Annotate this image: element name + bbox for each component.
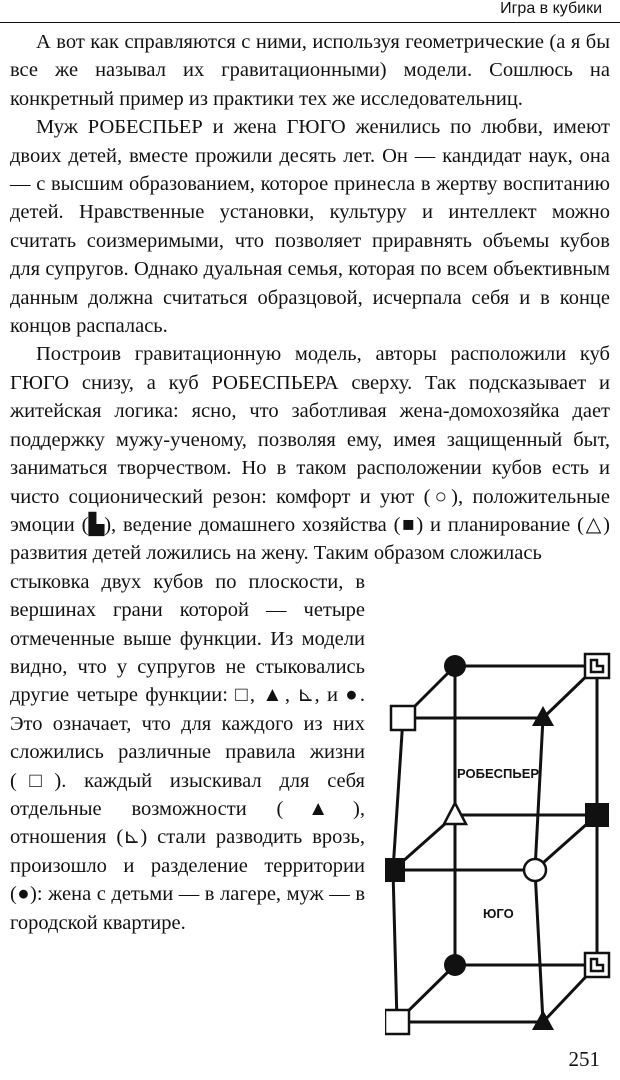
open-circle-icon: [524, 859, 546, 881]
filled-square-icon: [385, 858, 405, 882]
paragraph-3: Построив гравитационную модель, авторы расположили куб ГЮГО снизу, а куб РОБЕСПЬЕРА сверху. Так подсказывает и житейская логика: ясно, что заботливая жена-домохозяйка дает поддержку мужу-ученому, позволяя ему, имея защищенный быт, заниматься творчеством. Но в таком расположении кубов есть и чисто соционический резон: комфорт и уют (○), положительные эмоции (▙), ведение домашнего хозяйства (■) и планирование (△) развития детей ложились на жену. Таким образом сложилась: [10, 343, 610, 565]
header-rule: [0, 22, 620, 23]
label-robespierre: РОБЕСПЬЕР: [457, 766, 540, 781]
paragraph-1: А вот как справляются с ними, используя геометрические (а я бы все же называл их гравитационными) модели. Сошлюсь на конкретный пример из практики тех же исследовательниц.: [10, 31, 610, 110]
paragraph-continuation: стыковка двух кубов по плоскости, в вершинах грани которой — четыре отмеченные выше функции. Из модели видно, что у супругов не стыковались другие четыре функции: □, ▲, ⊾, и ●. Это означает, что для каждого из них сложились различные правила жизни (□). каждый изыскивал для себя отдельные возможности (▲), отношения (⊾) стали разводить врозь, произошло и разделение территории (●): жена с детьми — в лагере, муж — в городской квартире.: [10, 570, 365, 934]
filled-square-icon: [585, 803, 609, 827]
filled-circle-icon: [444, 655, 466, 677]
open-square-icon: [385, 1010, 409, 1034]
open-square-icon: [391, 706, 415, 730]
page-number: 251: [568, 1047, 600, 1071]
paragraph-2: Муж РОБЕСПЬЕР и жена ГЮГО женились по любви, имеют двоих детей, вместе прожили десять лет. Он — кандидат наук, она — с высшим образованием, которое принесла в жертву воспитанию детей. Нравственные установки, культуру и интеллект можно считать соизмеримыми, что позволяет приравнять объемы кубов для супругов. Однако дуальная семья, которая по всем объективным данным должна считаться образцовой, исчерпала себя и в конце концов распалась.: [10, 116, 610, 338]
running-header: Игра в кубики: [500, 0, 602, 17]
label-hugo: ЮГО: [483, 906, 514, 921]
corner-icon: [585, 654, 609, 678]
filled-circle-icon: [444, 954, 466, 976]
corner-icon: [585, 953, 609, 977]
stacked-cubes-diagram: [385, 650, 617, 1045]
